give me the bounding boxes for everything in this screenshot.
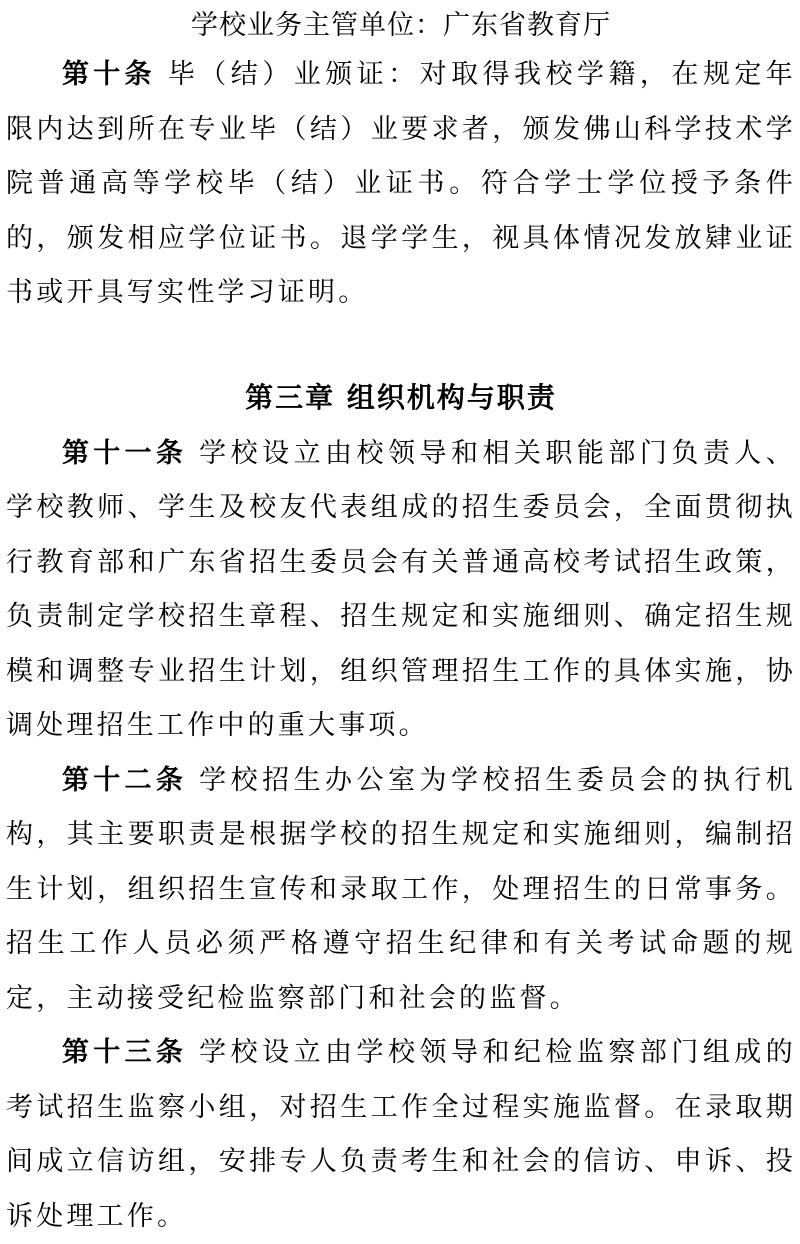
article-body: 毕（结）业颁证：对取得我校学籍，在规定年限内达到所在专业毕（结）业要求者，颁发佛山科学技术学院普通高等学校毕（结）业证书。符合学士学位授予条件的，颁发相应学位证书。退学学生，视具体情况发放肄业证书或开具写实性学习证明。	[6, 59, 797, 308]
article-13	[6, 1026, 796, 1244]
article-12	[6, 754, 796, 1027]
supervising-unit-line: 学校业务主管单位：广东省教育厅	[191, 10, 611, 41]
article-body: 学校设立由校领导和相关职能部门负责人、学校教师、学生及校友代表组成的招生委员会，全面贯彻执行教育部和广东省招生委员会有关普通高校考试招生政策，负责制定学校招生章程、招生规定和实施细则、确定招生规模和调整专业招生计划，组织管理招生工作的具体实施，协调处理招生工作中的重大事项。	[6, 437, 796, 741]
chapter-title: 第三章 组织机构与职责	[245, 380, 557, 414]
article-10	[6, 48, 796, 321]
article-body: 学校设立由学校领导和纪检监察部门组成的考试招生监察小组，对招生工作全过程实施监督。在录取期间成立信访组，安排专人负责考生和社会的信访、申诉、投诉处理工作。	[6, 1037, 796, 1232]
article-title: 第十一条	[62, 437, 188, 469]
article-11	[6, 427, 796, 754]
article-body: 学校招生办公室为学校招生委员会的执行机构，其主要职责是根据学校的招生规定和实施细则，编制招生计划，组织招生宣传和录取工作，处理招生的日常事务。招生工作人员必须严格遵守招生纪律和有关考试命题的规定，主动接受纪检监察部门和社会的监督。	[6, 764, 796, 1014]
article-title: 第十条	[62, 59, 156, 90]
article-title: 第十三条	[62, 1037, 188, 1068]
article-title: 第十二条	[62, 764, 188, 796]
